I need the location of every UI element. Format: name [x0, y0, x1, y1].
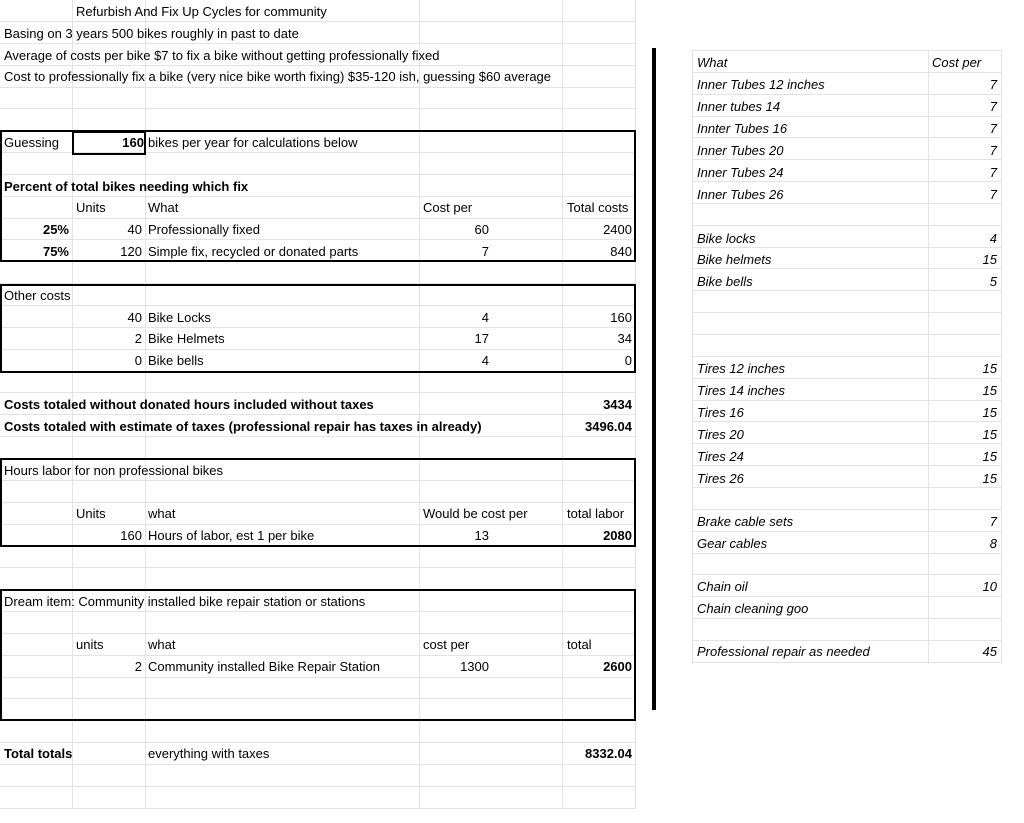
dream-header-cost[interactable]: cost per — [423, 637, 470, 652]
gridline — [0, 742, 636, 743]
price-item-cost[interactable]: 15 — [982, 427, 997, 442]
gridline — [0, 87, 636, 88]
price-item-cost[interactable]: 15 — [982, 383, 997, 398]
price-item-cost[interactable]: 4 — [989, 231, 997, 246]
price-item-name[interactable]: Tires 20 — [697, 427, 744, 442]
price-item-name[interactable]: Innter Tubes 16 — [697, 121, 788, 136]
gridline — [692, 312, 1002, 313]
total-no-tax-value[interactable]: 3434 — [603, 397, 632, 412]
gridline — [692, 509, 1002, 510]
price-item-name[interactable]: Inner Tubes 20 — [697, 143, 784, 158]
gridline — [692, 50, 693, 664]
other-row-what[interactable]: Bike bells — [148, 353, 204, 368]
labor-row-cost[interactable]: 13 — [474, 528, 489, 543]
gridline — [692, 225, 1002, 226]
fix-row-units[interactable]: 120 — [120, 244, 142, 259]
total-no-tax-label[interactable]: Costs totaled without donated hours included without taxes — [4, 397, 374, 412]
total-with-tax-value[interactable]: 3496.04 — [585, 419, 632, 434]
dream-row-units[interactable]: 2 — [134, 659, 142, 674]
note-line-1[interactable]: Basing on 3 years 500 bikes roughly in past to date — [4, 26, 299, 41]
price-item-cost[interactable]: 7 — [989, 187, 997, 202]
dream-header-total[interactable]: total — [567, 637, 592, 652]
grand-total-desc[interactable]: everything with taxes — [148, 746, 270, 761]
price-item-name[interactable]: Bike bells — [697, 274, 753, 289]
gridline — [692, 574, 1002, 575]
price-item-name[interactable]: Bike helmets — [697, 252, 772, 267]
gridline — [0, 764, 636, 765]
dream-header-units[interactable]: units — [76, 637, 104, 652]
price-item-name[interactable]: Chain cleaning goo — [697, 601, 809, 616]
price-item-cost[interactable]: 15 — [982, 252, 997, 267]
guess-label[interactable]: Guessing — [4, 135, 59, 150]
dream-row-total[interactable]: 2600 — [603, 659, 632, 674]
labor-row-units[interactable]: 160 — [120, 528, 142, 543]
other-row-units[interactable]: 40 — [127, 310, 142, 325]
price-item-name[interactable]: Bike locks — [697, 231, 756, 246]
price-item-cost[interactable]: 7 — [989, 99, 997, 114]
fix-row-total[interactable]: 840 — [610, 244, 632, 259]
other-row-cost[interactable]: 17 — [474, 331, 489, 346]
price-item-name[interactable]: Gear cables — [697, 536, 768, 551]
price-item-cost[interactable]: 45 — [982, 644, 997, 659]
fix-row-units[interactable]: 40 — [127, 222, 142, 237]
price-item-name[interactable]: Chain oil — [697, 579, 748, 594]
gridline — [692, 50, 1002, 51]
gridline — [0, 786, 636, 787]
price-item-cost[interactable]: 15 — [982, 361, 997, 376]
grand-total-value[interactable]: 8332.04 — [585, 746, 632, 761]
price-item-cost[interactable]: 10 — [982, 579, 997, 594]
note-line-3[interactable]: Cost to professionally fix a bike (very nice bike worth fixing) $35-120 ish, guessing $60 average — [4, 69, 552, 84]
price-item-name[interactable]: Tires 16 — [697, 405, 744, 420]
other-row-units[interactable]: 0 — [134, 353, 142, 368]
dream-title[interactable]: Dream item: Community installed bike repair station or stations — [4, 594, 366, 609]
fix-row-cost[interactable]: 60 — [474, 222, 489, 237]
price-item-cost[interactable]: 7 — [989, 143, 997, 158]
price-item-name[interactable]: Inner tubes 14 — [697, 99, 781, 114]
price-list-header-cost[interactable]: Cost per — [932, 55, 982, 70]
sheet-title[interactable]: Refurbish And Fix Up Cycles for community — [76, 4, 327, 19]
fix-row-pct[interactable]: 25% — [42, 222, 69, 237]
price-item-name[interactable]: Inner Tubes 12 inches — [697, 77, 825, 92]
price-item-name[interactable]: Tires 12 inches — [697, 361, 786, 376]
gridline — [692, 356, 1002, 357]
total-with-tax-label[interactable]: Costs totaled with estimate of taxes (professional repair has taxes in already) — [4, 419, 482, 434]
price-item-name[interactable]: Tires 26 — [697, 471, 744, 486]
price-item-cost[interactable] — [930, 598, 997, 619]
guess-value[interactable]: 160 — [122, 135, 144, 150]
guess-text[interactable]: bikes per year for calculations below — [148, 135, 358, 150]
price-item-name[interactable]: Inner Tubes 26 — [697, 187, 784, 202]
labor-header-units[interactable]: Units — [76, 506, 106, 521]
labor-header-what[interactable]: what — [148, 506, 176, 521]
gridline — [0, 808, 636, 809]
fix-header-units[interactable]: Units — [76, 200, 106, 215]
other-row-what[interactable]: Bike Locks — [148, 310, 211, 325]
price-item-cost[interactable]: 15 — [982, 405, 997, 420]
labor-row-what[interactable]: Hours of labor, est 1 per bike — [148, 528, 315, 543]
fix-header-total[interactable]: Total costs — [567, 200, 629, 215]
dream-row-what[interactable]: Community installed Bike Repair Station — [148, 659, 380, 674]
price-item-cost[interactable]: 5 — [989, 274, 997, 289]
gridline — [0, 108, 636, 109]
price-item-cost[interactable]: 15 — [982, 471, 997, 486]
gridline — [928, 50, 929, 664]
section-divider — [652, 48, 656, 710]
other-row-total[interactable]: 160 — [610, 310, 632, 325]
dream-row-cost[interactable]: 1300 — [460, 659, 489, 674]
other-row-cost[interactable]: 4 — [481, 310, 489, 325]
price-item-cost[interactable]: 7 — [989, 514, 997, 529]
fix-row-pct[interactable]: 75% — [42, 244, 69, 259]
fix-table-title[interactable]: Percent of total bikes needing which fix — [4, 179, 249, 194]
grand-total-label[interactable]: Total totals — [4, 746, 73, 761]
gridline — [1001, 50, 1002, 664]
labor-title[interactable]: Hours labor for non professional bikes — [4, 463, 223, 478]
dream-header-what[interactable]: what — [148, 637, 176, 652]
other-row-total[interactable]: 0 — [624, 353, 632, 368]
price-item-name[interactable]: Inner Tubes 24 — [697, 165, 784, 180]
note-line-2[interactable]: Average of costs per bike $7 to fix a bike without getting professionally fixed — [4, 48, 440, 63]
fix-header-cost[interactable]: Cost per — [423, 200, 473, 215]
fix-row-what[interactable]: Professionally fixed — [148, 222, 260, 237]
price-item-name[interactable]: Professional repair as needed — [697, 644, 870, 659]
gridline — [692, 334, 1002, 335]
other-row-what[interactable]: Bike Helmets — [148, 331, 225, 346]
fix-row-what[interactable]: Simple fix, recycled or donated parts — [148, 244, 359, 259]
fix-row-cost[interactable]: 7 — [481, 244, 489, 259]
other-costs-title[interactable]: Other costs — [4, 288, 71, 303]
other-row-units[interactable]: 2 — [134, 331, 142, 346]
labor-header-cost[interactable]: Would be cost per — [423, 506, 528, 521]
price-item-cost[interactable]: 8 — [989, 536, 997, 551]
other-row-total[interactable]: 34 — [617, 331, 632, 346]
price-item-cost[interactable]: 7 — [989, 165, 997, 180]
price-item-name[interactable]: Tires 24 — [697, 449, 744, 464]
gridline — [0, 392, 636, 393]
fix-row-total[interactable]: 2400 — [603, 222, 632, 237]
price-item-cost[interactable]: 15 — [982, 449, 997, 464]
gridline — [692, 662, 1002, 663]
labor-header-total[interactable]: total labor — [567, 506, 625, 521]
price-item-cost[interactable]: 7 — [989, 121, 997, 136]
price-item-cost[interactable]: 7 — [989, 77, 997, 92]
price-list-header-what[interactable]: What — [697, 55, 728, 70]
price-item-name[interactable]: Tires 14 inches — [697, 383, 786, 398]
labor-row-total[interactable]: 2080 — [603, 528, 632, 543]
gridline — [0, 567, 636, 568]
fix-header-what[interactable]: What — [148, 200, 179, 215]
price-item-name[interactable]: Brake cable sets — [697, 514, 794, 529]
other-row-cost[interactable]: 4 — [481, 353, 489, 368]
